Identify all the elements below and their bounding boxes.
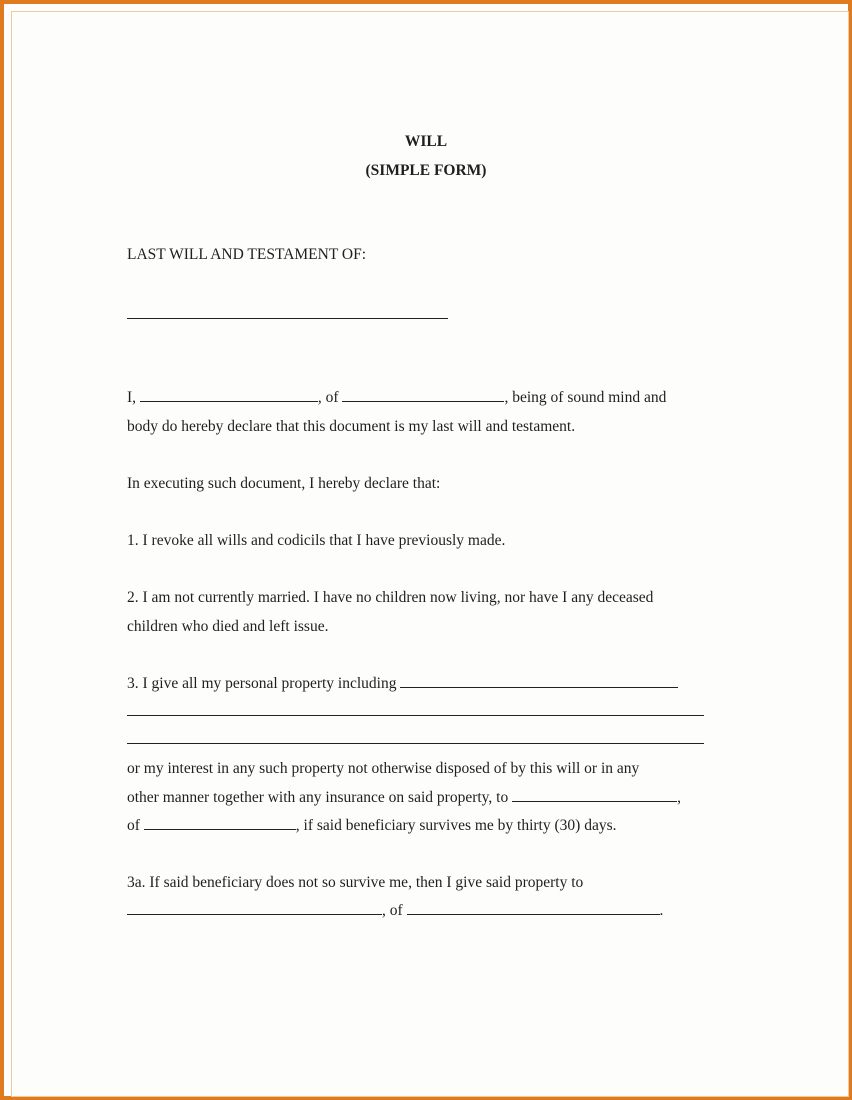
declaration-prefix: I,	[127, 389, 137, 406]
item-3-line-6-of: of	[127, 817, 140, 834]
item-3-line-6	[127, 817, 616, 835]
alternate-beneficiary-name-blank[interactable]	[127, 902, 382, 915]
declaration-line-1	[127, 389, 666, 407]
item-2-line-2: children who died and left issue.	[127, 618, 329, 635]
property-description-blank-3[interactable]	[127, 743, 704, 744]
testator-name-blank[interactable]	[127, 318, 448, 319]
declarant-name-blank[interactable]	[140, 389, 318, 402]
beneficiary-residence-blank[interactable]	[144, 817, 296, 830]
item-3-line-6-text: , if said beneficiary survives me by thirty (30) days.	[295, 817, 617, 834]
property-description-blank-2[interactable]	[127, 715, 704, 716]
declaration-line-2: body do hereby declare that this document is my last will and testament.	[127, 418, 576, 435]
declaration-suffix: , being of sound mind and	[504, 389, 667, 406]
testament-heading: LAST WILL AND TESTAMENT OF:	[127, 246, 367, 263]
item-3-line-5-text: other manner together with any insurance on said property, to	[127, 789, 509, 806]
document-subtitle: (SIMPLE FORM)	[365, 162, 487, 179]
personal-property-blank[interactable]	[400, 675, 678, 688]
item-3a-line-1: 3a. If said beneficiary does not so survive me, then I give said property to	[127, 874, 584, 891]
document-title: WILL	[404, 133, 448, 150]
item-3-line-5-comma: ,	[677, 789, 681, 806]
item-3-line-5	[127, 789, 681, 807]
beneficiary-name-blank[interactable]	[512, 789, 677, 802]
item-1-text: 1. I revoke all wills and codicils that I have previously made.	[127, 532, 506, 549]
item-3a-of: , of	[382, 902, 403, 919]
item-3a-period: .	[659, 902, 664, 919]
item-3-line-1	[127, 675, 678, 693]
declarant-residence-blank[interactable]	[342, 389, 504, 402]
item-2-line-1: 2. I am not currently married. I have no children now living, nor have I any deceased	[127, 589, 654, 606]
alternate-beneficiary-residence-blank[interactable]	[407, 902, 660, 915]
declaration-of: , of	[317, 389, 339, 406]
intro-text: In executing such document, I hereby declare that:	[127, 475, 441, 492]
item-3-line-4: or my interest in any such property not otherwise disposed of by this will or in any	[127, 760, 640, 777]
item-3-lead: 3. I give all my personal property including	[127, 675, 397, 692]
item-3a-line-2	[127, 902, 663, 920]
